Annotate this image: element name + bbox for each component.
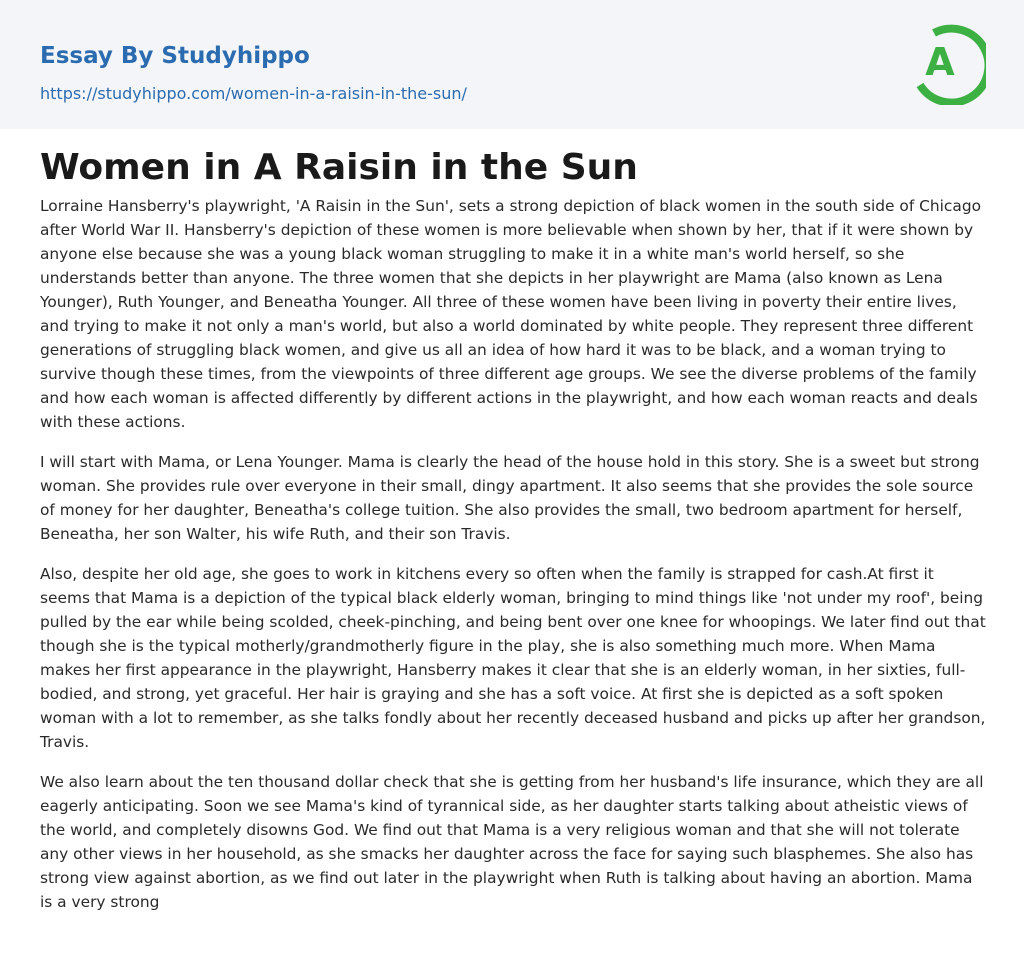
site-header <box>0 0 1024 129</box>
essay-title: Women in A Raisin in the Sun <box>40 147 638 188</box>
studyhippo-logo-icon[interactable] <box>912 19 986 105</box>
essay-paragraph: I will start with Mama, or Lena Younger. Mama is clearly the head of the house hold in this story. She is a sweet but strong woman. She provides rule over everyone in their small, dingy apartment. It also seems that she provides the sole source of money for her daughter, Beneatha's college tuition. She also provides the small, two bedroom apartment for herself, Beneatha, her son Walter, his wife Ruth, and their son Travis. <box>40 453 980 543</box>
essay-paragraph: Also, despite her old age, she goes to work in kitchens every so often when the family is strapped for cash.At first it seems that Mama is a depiction of the typical black elderly woman, bringing to mind things like 'not under my roof', being pulled by the ear while being scolded, cheek-pinching, and being bent over one knee for whoopings. We later find out that though she is the typical motherly/grandmotherly figure in the play, she is also something much more. When Mama makes her first appearance in the playwright, Hansberry makes it clear that she is an elderly woman, in her sixties, full-bodied, and strong, yet graceful. Her hair is graying and she has a soft voice. At first she is depicted as a soft spoken woman with a lot to remember, as she talks fondly about her recently deceased husband and picks up after her grandson, Travis. <box>40 565 986 751</box>
essay-paragraph: We also learn about the ten thousand dollar check that she is getting from her husband's life insurance, which they are all eagerly anticipating. Soon we see Mama's kind of tyrannical side, as her daughter starts talking about atheistic views of the world, and completely disowns God. We find out that Mama is a very religious woman and that she will not tolerate any other views in her household, as she smacks her daughter across the face for saying such blasphemes. She also has strong view against abortion, as we find out later in the playwright when Ruth is talking about having an abortion. Mama is a very strong <box>40 773 984 911</box>
essay-url-link[interactable]: https://studyhippo.com/women-in-a-raisin-in-the-sun/ <box>40 84 467 103</box>
essay-body <box>40 194 986 930</box>
brand-title[interactable]: Essay By Studyhippo <box>40 43 310 69</box>
logo-letter: A <box>925 40 955 84</box>
essay-paragraph: Lorraine Hansberry's playwright, 'A Raisin in the Sun', sets a strong depiction of black women in the south side of Chicago after World War II. Hansberry's depiction of these women is more believable when shown by her, that if it were shown by anyone else because she was a young black woman struggling to make it in a white man's world herself, so she understands better than anyone. The three women that she depicts in her playwright are Mama (also known as Lena Younger), Ruth Younger, and Beneatha Younger. All three of these women have been living in poverty their entire lives, and trying to make it not only a man's world, but also a world dominated by white people. They represent three different generations of struggling black women, and give us all an idea of how hard it was to be black, and a woman trying to survive though these times, from the viewpoints of three different age groups. We see the diverse problems of the family and how each woman is affected differently by different actions in the playwright, and how each woman reacts and deals with these actions. <box>40 197 981 431</box>
